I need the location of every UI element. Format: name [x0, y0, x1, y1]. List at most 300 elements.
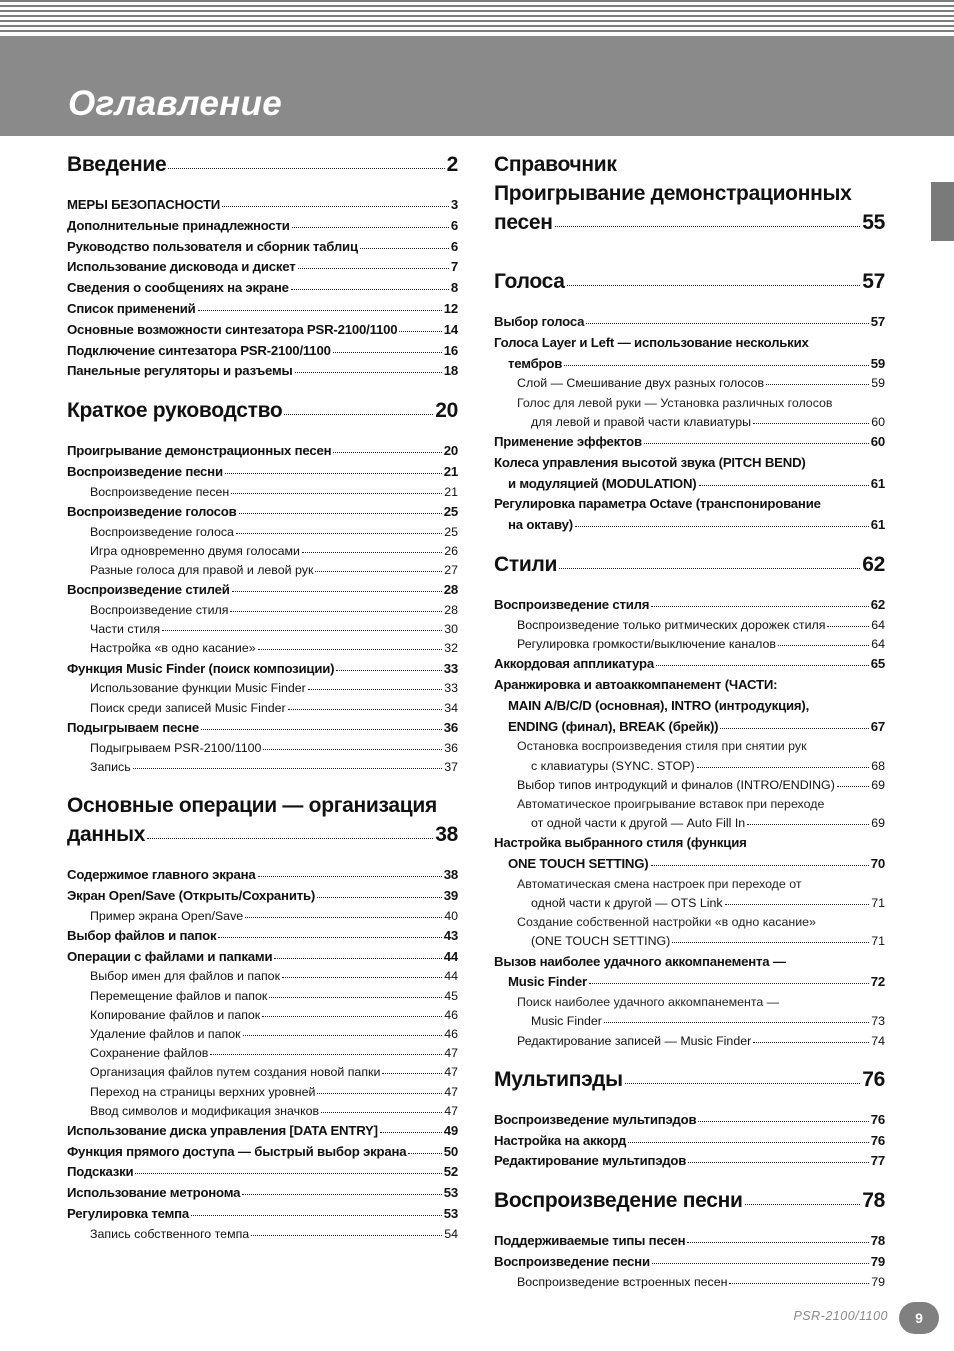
toc-subentry — [67, 1063, 458, 1082]
toc-section — [67, 150, 458, 179]
toc-entry-row — [90, 620, 458, 639]
dot-leader — [672, 942, 869, 943]
dot-leader — [555, 226, 861, 227]
toc-entry-row — [67, 1204, 458, 1225]
toc-entry-title: Подключение синтезатора PSR-2100/1100 — [67, 342, 331, 358]
toc-entry-row — [67, 237, 458, 258]
dot-leader — [586, 323, 868, 324]
dot-leader — [258, 876, 442, 877]
dot-leader — [239, 513, 442, 514]
toc-entry-title: Воспроизведение стилей — [67, 582, 230, 598]
dot-leader — [288, 709, 443, 710]
toc-entry-title: Сохранение файлов — [90, 1046, 209, 1061]
dot-leader — [262, 1016, 442, 1017]
toc-entry-row — [517, 616, 885, 635]
toc-entry — [494, 1252, 885, 1273]
toc-entry-row — [90, 699, 458, 718]
toc-entry-title: Содержимое главного экрана — [67, 867, 256, 883]
toc-entry-title: Music Finder — [531, 1014, 602, 1029]
toc-subentry — [494, 635, 885, 654]
toc-entry — [67, 1142, 458, 1163]
toc-entry-title: Использование диска управления [DATA ENTRY] — [67, 1122, 378, 1138]
toc-entry-title: от одной части к другой — Auto Fill In — [531, 816, 746, 831]
toc-page-number: 36 — [444, 740, 458, 755]
toc-page-number: 47 — [444, 1103, 458, 1118]
toc-entry-title: Аккордовая аппликатура — [494, 656, 655, 672]
dot-leader — [766, 384, 869, 385]
toc-page-number: 27 — [444, 563, 458, 578]
toc-entry-row — [494, 550, 885, 579]
toc-entry-title: Список применений — [67, 300, 196, 316]
toc-page-number: 60 — [871, 414, 885, 429]
header-stripes — [0, 0, 954, 34]
dot-leader — [564, 365, 869, 366]
dot-leader — [291, 289, 449, 290]
toc-entry-row — [67, 441, 458, 462]
toc-entry-row — [67, 659, 458, 680]
toc-page-number: 21 — [443, 463, 458, 479]
toc-entry-title: Воспроизведение голоса — [90, 524, 234, 539]
toc-entry — [67, 1121, 458, 1142]
toc-subentry — [494, 616, 885, 635]
toc-entry — [67, 216, 458, 237]
toc-page-number: 71 — [871, 896, 885, 911]
toc-subentry — [494, 993, 885, 1031]
toc-entry-title: Настройка на аккорд — [494, 1132, 627, 1148]
dot-leader — [753, 423, 869, 424]
toc-entry-title: Ввод символов и модификация значков — [90, 1103, 320, 1118]
dot-leader — [644, 443, 869, 444]
toc-entry-title: Воспроизведение встроенных песен — [517, 1274, 728, 1289]
toc-entry-title: Введение — [67, 153, 167, 176]
toc-entry-title: Подсказки — [67, 1164, 134, 1180]
toc-entry-row — [494, 1065, 885, 1094]
toc-entry-row — [90, 561, 458, 580]
toc-entry-title: Операции с файлами и папками — [67, 948, 273, 964]
toc-subentry — [67, 758, 458, 777]
toc-page-number: 16 — [443, 342, 458, 358]
toc-entry-title: Редактирование записей — Music Finder — [517, 1033, 752, 1048]
toc-entry-row — [494, 267, 885, 296]
toc-entry-title: Воспроизведение стиля — [90, 603, 229, 618]
toc-entry-title: Поддерживаемые типы песен — [494, 1233, 686, 1249]
toc-entry-title: Воспроизведение голосов — [67, 503, 237, 519]
dot-leader — [168, 168, 444, 169]
toc-entry — [494, 1151, 885, 1172]
dot-leader — [360, 248, 449, 249]
dot-leader — [333, 452, 441, 453]
toc-entry-row — [67, 718, 458, 739]
toc-entry-row — [517, 1273, 885, 1292]
dot-leader — [745, 1204, 861, 1205]
toc-subentry — [494, 913, 885, 951]
toc-entry-row — [90, 542, 458, 561]
toc-entry-line: Голос для левой руки — Установка различных голосов — [517, 395, 833, 410]
toc-entry-row — [494, 1252, 885, 1273]
page-number-badge: 9 — [899, 1302, 939, 1334]
toc-entry-title: Перемещение файлов и папок — [90, 988, 268, 1003]
toc-page-number: 25 — [444, 524, 458, 539]
toc-entry-row — [517, 932, 885, 951]
toc-entry-row — [67, 341, 458, 362]
toc-entry-title: Регулировка темпа — [67, 1206, 190, 1222]
toc-entry-title: Части стиля — [90, 622, 161, 637]
toc-entry-row — [90, 679, 458, 698]
toc-entry-row — [67, 257, 458, 278]
toc-entry-title: Разные голоса для правой и левой рук — [90, 563, 314, 578]
toc-page-number: 12 — [443, 300, 458, 316]
toc-entry-title: Воспроизведение песни — [67, 463, 223, 479]
toc-entry — [67, 947, 458, 968]
toc-entry-title: Переход на страницы верхних уровней — [90, 1084, 316, 1099]
toc-page-number: 78 — [862, 1189, 885, 1213]
toc-entry-row — [67, 580, 458, 601]
toc-entry-row — [517, 635, 885, 654]
toc-page-number: 6 — [450, 238, 458, 254]
dot-leader — [135, 1173, 441, 1174]
toc-page-number: 71 — [871, 934, 885, 949]
toc-entry — [494, 333, 885, 375]
dot-leader — [720, 728, 868, 729]
toc-subentry — [67, 639, 458, 658]
dot-leader — [282, 977, 442, 978]
toc-page-number: 77 — [870, 1153, 885, 1169]
toc-entry-row — [67, 502, 458, 523]
toc-entry-row — [494, 854, 885, 875]
toc-entry-line: Колеса управления высотой звука (PITCH BEND) — [494, 454, 806, 470]
toc-entry-title: (ONE TOUCH SETTING) — [531, 934, 671, 949]
spacer — [494, 1094, 885, 1110]
dot-leader — [210, 1054, 442, 1055]
toc-entry-row — [90, 907, 458, 926]
toc-entry-title: Экран Open/Save (Открыть/Сохранить) — [67, 887, 316, 903]
toc-page-number: 68 — [871, 758, 885, 773]
toc-entry — [67, 886, 458, 907]
toc-page-number: 62 — [870, 596, 885, 612]
toc-section — [494, 150, 885, 237]
toc-section-line: Справочник — [494, 153, 617, 176]
toc-entry-title: Основные возможности синтезатора PSR-2100/1100 — [67, 321, 398, 337]
toc-entry — [67, 341, 458, 362]
toc-subentry — [67, 1044, 458, 1063]
toc-page-number: 2 — [446, 153, 458, 176]
toc-entry-title: Копирование файлов и папок — [90, 1007, 261, 1022]
toc-page-number: 76 — [870, 1132, 885, 1148]
toc-page-number: 50 — [443, 1143, 458, 1159]
dot-leader — [697, 767, 870, 768]
toc-page-number: 28 — [444, 603, 458, 618]
toc-section — [67, 396, 458, 425]
toc-entry-row — [494, 432, 885, 453]
toc-page-number: 57 — [862, 270, 885, 293]
toc-entry — [67, 502, 458, 523]
toc-entry-title: Music Finder — [508, 974, 587, 990]
toc-page-number: 20 — [443, 443, 458, 459]
spacer — [67, 425, 458, 441]
toc-entry-row — [494, 515, 885, 536]
toc-entry-line: Поиск наиболее удачного аккомпанемента — — [517, 995, 780, 1010]
toc-entry-row — [67, 462, 458, 483]
toc-entry-row — [517, 413, 885, 432]
dot-leader — [688, 1162, 869, 1163]
dot-leader — [559, 568, 860, 569]
dot-leader — [232, 591, 442, 592]
toc-entry-row — [90, 1225, 458, 1244]
toc-entry-title: Краткое руководство — [67, 399, 283, 423]
toc-entry-title: и модуляцией (MODULATION) — [508, 475, 697, 491]
toc-page-number: 62 — [862, 552, 885, 576]
toc-entry-row — [67, 299, 458, 320]
toc-entry — [494, 833, 885, 875]
toc-entry-title: Воспроизведение стиля — [494, 596, 650, 612]
toc-page-number: 25 — [443, 503, 458, 519]
dot-leader — [191, 1215, 442, 1216]
toc-entry-title: Игра одновременно двумя голосами — [90, 543, 300, 558]
toc-entry-row — [517, 1012, 885, 1031]
toc-entry-title: Воспроизведение мультипэдов — [494, 1111, 697, 1127]
toc-page-number: 32 — [444, 641, 458, 656]
toc-page-number: 18 — [443, 363, 458, 379]
dot-leader — [230, 611, 442, 612]
toc-subentry — [67, 699, 458, 718]
toc-entry-row — [67, 320, 458, 341]
toc-subentry — [67, 620, 458, 639]
dot-leader — [298, 268, 449, 269]
dot-leader — [575, 526, 869, 527]
toc-entry — [67, 278, 458, 299]
toc-entry-title: Выбор файлов и папок — [67, 927, 217, 943]
toc-entry-row — [67, 886, 458, 907]
toc-page-number: 34 — [444, 700, 458, 715]
toc-entry-line: Остановка воспроизведения стиля при снятии рук — [517, 739, 807, 754]
dot-leader — [778, 645, 869, 646]
toc-subentry — [67, 1006, 458, 1025]
toc-entry-row — [494, 1186, 885, 1215]
toc-section — [494, 1186, 885, 1215]
toc-entry-row — [90, 1006, 458, 1025]
spacer — [494, 579, 885, 595]
toc-entry — [494, 595, 885, 616]
toc-entry — [67, 462, 458, 483]
dot-leader — [604, 1022, 869, 1023]
toc-entry-title: Применение эффектов — [494, 433, 642, 449]
toc-entry-title: Подыгрываем PSR-2100/1100 — [90, 740, 262, 755]
toc-page-number: 21 — [444, 484, 458, 499]
dot-leader — [382, 1073, 442, 1074]
toc-entry — [494, 1110, 885, 1131]
toc-entry — [67, 926, 458, 947]
dot-leader — [245, 917, 442, 918]
toc-entry-line: Голоса Layer и Left — использование нескольких — [494, 334, 809, 350]
toc-entry-line: Автоматическая смена настроек при переходе от — [517, 876, 802, 891]
toc-entry-title: с клавиатуры (SYNC. STOP) — [531, 758, 695, 773]
toc-subentry — [67, 1225, 458, 1244]
dot-leader — [218, 937, 441, 938]
toc-entry-title: одной части к другой — OTS Link — [531, 896, 723, 911]
toc-page-number: 73 — [871, 1014, 885, 1029]
dot-leader — [333, 352, 442, 353]
toc-entry-title: ONE TOUCH SETTING) — [508, 856, 649, 872]
section-tab-marker — [931, 182, 954, 241]
toc-page-number: 33 — [444, 681, 458, 696]
dot-leader — [162, 630, 442, 631]
toc-entry-line: Настройка выбранного стиля (функция — [494, 835, 747, 851]
toc-page-number: 76 — [862, 1067, 885, 1091]
toc-entry-title: Удаление файлов и папок — [90, 1026, 241, 1041]
toc-page-number: 46 — [444, 1026, 458, 1041]
toc-entry-title: Сведения о сообщениях на экране — [67, 280, 289, 296]
toc-page-number: 39 — [443, 887, 458, 903]
toc-subentry — [494, 1273, 885, 1292]
toc-entry-title: Выбор голоса — [494, 314, 585, 329]
toc-page-number: 65 — [870, 656, 885, 672]
dot-leader — [251, 1235, 442, 1236]
toc-subentry — [67, 523, 458, 542]
toc-page-number: 79 — [871, 1274, 885, 1289]
dot-leader — [147, 838, 433, 839]
toc-entry-title: МЕРЫ БЕЗОПАСНОСТИ — [67, 197, 221, 212]
toc-entry-row — [494, 595, 885, 616]
toc-right-column — [494, 150, 885, 1292]
toc-page-number: 47 — [444, 1046, 458, 1061]
toc-entry-line: Создание собственной настройки «в одно касание» — [517, 915, 816, 930]
spacer — [494, 1215, 885, 1231]
dot-leader — [628, 1142, 869, 1143]
toc-page-number: 60 — [870, 433, 885, 449]
dot-leader — [308, 689, 442, 690]
toc-page-number: 74 — [871, 1033, 885, 1048]
toc-subentry — [67, 1102, 458, 1121]
toc-section — [494, 1065, 885, 1094]
toc-entry-title: Организация файлов путем создания новой папки — [90, 1065, 381, 1080]
spacer — [67, 179, 458, 195]
toc-entry — [67, 361, 458, 382]
toc-entry-title: Функция прямого доступа — быстрый выбор экрана — [67, 1143, 407, 1159]
toc-subentry — [67, 907, 458, 926]
toc-entry-row — [90, 601, 458, 620]
toc-entry-row — [67, 361, 458, 382]
dot-leader — [243, 1035, 443, 1036]
toc-section-line: Проигрывание демонстрационных — [494, 182, 852, 205]
toc-entry-row — [67, 150, 458, 179]
toc-page-number: 43 — [443, 927, 458, 943]
toc-entry — [494, 952, 885, 994]
toc-page-number: 3 — [450, 197, 458, 212]
toc-entry-title: Настройка «в одно касание» — [90, 641, 256, 656]
toc-entry — [494, 312, 885, 333]
toc-entry-row — [90, 1063, 458, 1082]
toc-entry-title: Выбор типов интродукций и финалов (INTRO/ENDING) — [517, 777, 835, 792]
toc-entry-row — [494, 1151, 885, 1172]
toc-subentry — [67, 561, 458, 580]
toc-entry-row — [67, 216, 458, 237]
dot-leader — [380, 1132, 442, 1133]
page-title: Оглавление — [68, 84, 283, 123]
toc-entry-row — [517, 894, 885, 913]
toc-entry-title: Использование функции Music Finder — [90, 681, 306, 696]
toc-entry-line: Вызов наиболее удачного аккомпанемента — — [494, 953, 786, 969]
toc-entry-title: Регулировка громкости/выключение каналов — [517, 636, 777, 651]
toc-subentry — [67, 679, 458, 698]
toc-page-number: 52 — [443, 1164, 458, 1180]
toc-entry-title: Слой — Смешивание двух разных голосов — [517, 376, 765, 391]
toc-entry — [494, 654, 885, 675]
dot-leader — [625, 1083, 860, 1084]
toc-subentry — [67, 601, 458, 620]
toc-entry-row — [517, 814, 885, 833]
dot-leader — [317, 1093, 442, 1094]
toc-subentry — [494, 875, 885, 913]
toc-entry — [67, 659, 458, 680]
toc-entry-row — [494, 717, 885, 738]
toc-entry — [494, 1231, 885, 1252]
toc-entry-title: тембров — [508, 355, 563, 371]
toc-page-number: 14 — [443, 321, 458, 337]
dot-leader — [656, 665, 869, 666]
toc-subentry — [67, 1083, 458, 1102]
toc-entry-row — [494, 972, 885, 993]
toc-entry — [67, 865, 458, 886]
toc-subentry — [494, 776, 885, 795]
dot-leader — [317, 897, 442, 898]
toc-entry — [67, 195, 458, 216]
toc-entry-line: Автоматическое проигрывание вставок при переходе — [517, 796, 825, 811]
toc-entry — [67, 1183, 458, 1204]
toc-subentry — [494, 394, 885, 432]
toc-subentry — [494, 374, 885, 393]
dot-leader — [292, 227, 449, 228]
dot-leader — [231, 493, 442, 494]
toc-entry — [67, 320, 458, 341]
toc-page-number: 64 — [871, 636, 885, 651]
dot-leader — [567, 285, 861, 286]
toc-entry-title: Дополнительные принадлежности — [67, 217, 290, 233]
toc-entry — [67, 580, 458, 601]
toc-page-number: 79 — [870, 1254, 885, 1270]
dot-leader — [827, 626, 869, 627]
toc-page-number: 69 — [871, 816, 885, 831]
toc-subentry — [494, 737, 885, 775]
toc-page-number: 37 — [444, 759, 458, 774]
toc-page-number: 59 — [870, 355, 885, 371]
toc-section — [494, 550, 885, 579]
dot-leader — [747, 824, 869, 825]
toc-entry-row — [90, 1102, 458, 1121]
toc-entry-row — [90, 987, 458, 1006]
toc-entry — [67, 1162, 458, 1183]
dot-leader — [753, 1042, 869, 1043]
toc-entry-title: Использование метронома — [67, 1185, 241, 1201]
toc-entry-title: Функция Music Finder (поиск композиции) — [67, 660, 335, 676]
dot-leader — [399, 331, 441, 332]
toc-entry-line: MAIN A/B/C/D (основная), INTRO (интродукция), — [508, 697, 810, 713]
toc-page-number: 64 — [871, 617, 885, 632]
dot-leader — [242, 1194, 441, 1195]
toc-entry-title: Руководство пользователя и сборник таблиц — [67, 238, 358, 254]
toc-page-number: 38 — [443, 867, 458, 883]
toc-entry-title: Использование дисковода и дискет — [67, 259, 296, 275]
toc-page-number: 47 — [444, 1084, 458, 1099]
toc-entry-row — [90, 639, 458, 658]
toc-entry — [494, 432, 885, 453]
toc-entry-title: Мультипэды — [494, 1067, 623, 1091]
spacer — [494, 296, 885, 312]
toc-page-number: 44 — [443, 948, 458, 964]
toc-entry-row — [67, 1121, 458, 1142]
toc-entry-title: данных — [67, 823, 146, 847]
toc-section — [494, 267, 885, 296]
toc-entry-title: Выбор имен для файлов и папок — [90, 969, 280, 984]
